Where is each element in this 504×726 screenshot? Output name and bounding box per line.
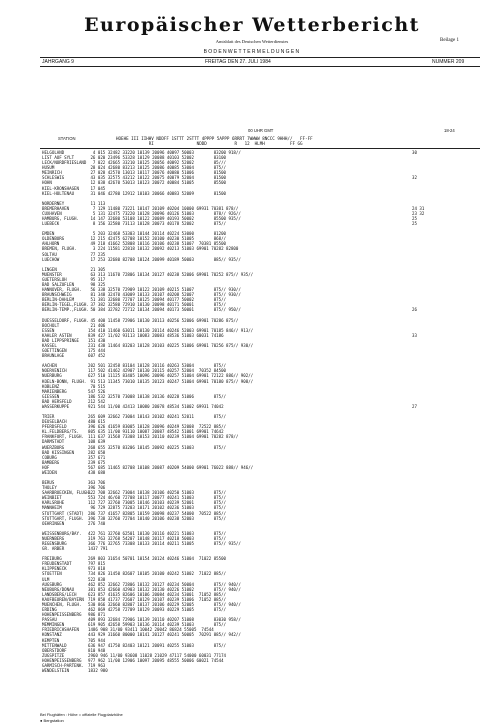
observation-values: 175 444 xyxy=(88,348,106,354)
observation-values: 286 737 41657 82805 10159 20098 40237 54000 70522 885// xyxy=(88,510,227,516)
station-name: STUTTGART (STADT) xyxy=(42,510,84,516)
station-name: WEISSENBURG/BAY. xyxy=(42,530,82,536)
station-name: ULM xyxy=(42,576,50,582)
observation-values: 805 635 11/00 93110 10087 20087 48542 51001 69901 74642 xyxy=(88,429,224,435)
station-name: NEUBURG/DONAU xyxy=(42,586,75,592)
station-name: FREUDENSTADT xyxy=(42,561,72,567)
table-row xyxy=(42,404,482,409)
table-row xyxy=(42,257,482,262)
station-name: BAD KISSINGEN xyxy=(42,449,75,455)
observation-values: 12 215 42475 62708 10152 20100 40230 51005 868// xyxy=(88,236,227,242)
observation-values: 202 501 32458 83104 10128 20116 40263 53004 875// xyxy=(88,363,227,369)
observation-values: 3 224 11581 22818 10132 20092 40213 51003 69901 70282 82800 xyxy=(88,246,239,252)
observation-values: 28 024 42680 83213 10125 20086 40085 53004 875// xyxy=(88,165,227,171)
observation-values: 276 740 xyxy=(88,520,106,526)
volume-label: JAHRGANG 9 xyxy=(42,59,74,65)
observation-values: 810 948 xyxy=(88,647,106,653)
footnote-airports: Bei Flughäfen : Höhe = offizielle Flugplatzhöhe xyxy=(40,712,123,717)
station-name: KAHLER ASTEN xyxy=(42,332,72,338)
observation-values: 977 962 11/00 12906 10097 20095 48555 50006 60021 74544 xyxy=(88,657,224,663)
station-name: LECK/NORDFRIESLAND xyxy=(42,160,87,166)
observation-values: 734 826 31450 82607 10105 20100 40242 51002 71022 885// xyxy=(88,571,227,577)
observation-time: 00 UHR GMT xyxy=(248,128,274,133)
observation-values: 239 675 xyxy=(88,459,106,465)
page-title: Europäischer Wetterbericht xyxy=(84,14,420,36)
observation-values: 112 727 32760 73005 10146 20103 40239 52001 875// xyxy=(88,500,227,506)
station-name: BERLIN-DAHLEM xyxy=(42,297,75,303)
station-name: HUSUM xyxy=(42,165,55,171)
station-name: BERLIN-TEMP.,FLUGH. xyxy=(42,307,89,313)
wind-gust-values: 33 xyxy=(412,332,417,338)
station-name: SOLTAU xyxy=(42,251,57,257)
station-name: KOBLENZ xyxy=(42,383,60,389)
page-subtitle: Amtsblatt des Deutschen Wetterdienstes xyxy=(215,39,289,44)
observation-values: 17 253 32680 82708 10124 20099 40189 50003 885// 935// xyxy=(88,256,241,262)
table-row xyxy=(42,221,482,226)
supplement-label: Beilage 1 xyxy=(440,38,460,43)
observation-values: 282 658 xyxy=(88,449,106,455)
station-name: ERDING xyxy=(42,607,57,613)
observation-values: 4 015 32482 33220 10139 20096 40097 50003 83200 918// xyxy=(88,150,241,155)
observation-values: 839 427 11/02 93113 10083 20083 48536 51003 60031 74186 xyxy=(88,332,224,338)
station-name: HOHENPEISSENBERG xyxy=(42,657,82,663)
observation-values: 95 317 xyxy=(88,276,106,282)
observation-values: 522 838 xyxy=(88,576,106,582)
station-name: PASSAU xyxy=(42,617,57,623)
station-name: BOCHOLT xyxy=(42,322,60,328)
station-name: BAD SALZUFLEN xyxy=(42,282,75,288)
observation-values: 462 869 42758 72709 10129 20093 40229 51005 875// xyxy=(88,607,227,613)
station-name: GUETERSLOH xyxy=(42,276,67,282)
station-name: HANNOVER, FLUGH. xyxy=(42,287,82,293)
column-headers: HOEHE III IIHHV NDDFF 1STTT 2STTT 4PPPP 5APPP 6RRRT 7WWWW 8NCCC 9HHH// FF-FF xyxy=(116,136,313,141)
station-name: HOF xyxy=(42,464,50,470)
observation-values: 151 430 xyxy=(88,337,106,343)
station-name: KL.FELDBERG/TS. xyxy=(42,429,79,435)
observation-values: 547 526 xyxy=(88,388,106,394)
observation-values: 45 400 11458 72906 10130 20113 40256 52006 69901 70286 875// xyxy=(88,317,239,323)
observation-values: 619 905 42658 59903 10136 20114 40239 51003 875// xyxy=(88,622,227,628)
station-name: AUGSBURG xyxy=(42,581,62,587)
station-name: FRANKFURT, FLUGH. xyxy=(42,434,84,440)
observation-values: 37 382 32580 72910 10130 20098 40171 50001 875// xyxy=(88,302,227,308)
observation-values: 26 020 23496 53328 10129 20088 40103 52002 83100 xyxy=(88,155,227,161)
footnote-mountain-station: ● Bergstation xyxy=(40,718,64,723)
station-name: LUEBECK xyxy=(42,221,60,227)
station-name: MANNHEIM xyxy=(42,505,62,511)
observation-values: 17 045 xyxy=(88,185,106,191)
observation-values: 56 338 32570 72909 10122 20109 40215 51007 875// 930// xyxy=(88,287,241,293)
station-name: MARIENBERG xyxy=(42,388,67,394)
wind-gust-values: 25 xyxy=(412,216,417,222)
observation-values: 396 738 32760 72704 10140 20106 40238 52003 875// xyxy=(88,515,227,521)
observation-values: 627 510 11125 83405 10096 20096 40257 51004 69901 72122 886// 902// xyxy=(88,373,254,379)
observation-values: 705 944 xyxy=(88,637,106,643)
station-name: REGENSBURG xyxy=(42,541,67,547)
station-name: HAMBURG, FLUGH. xyxy=(42,216,79,222)
station-name: LANDSBERG/LECH xyxy=(42,591,77,597)
observation-values: 5 131 32475 73220 10128 20096 40126 51003 878// 926// xyxy=(88,210,241,216)
observation-values: 409 893 32684 72906 10139 20110 40207 51008 83030 958// xyxy=(88,617,241,623)
station-name: MITTENWALD xyxy=(42,642,67,648)
observation-values: 1486 908 31/00 93411 10042 20042 86824 55005 74544 xyxy=(88,627,214,633)
observation-values: 5 203 32468 53303 10144 20114 40224 53000 81200 xyxy=(88,231,227,237)
observation-values: 607 452 xyxy=(88,353,106,359)
observation-values: 268 655 32570 83206 10145 20092 40225 51003 875// xyxy=(88,444,227,450)
observation-values: 77 235 xyxy=(88,251,106,257)
column-subheaders: RI NDDD R 12 HLMH FF GG xyxy=(116,141,303,146)
observation-values: 96 729 32875 73203 10171 20102 40236 51003 875// xyxy=(88,505,227,511)
station-name: BRAUNLAGE xyxy=(42,353,65,359)
observation-values: 14 147 32680 53108 10122 20089 40193 50002 85500 935// xyxy=(88,216,241,222)
station-name: LUECHOW xyxy=(42,256,60,262)
observation-values: 422 761 32760 62501 10130 20116 40221 51003 875// xyxy=(88,530,227,536)
observation-values: 7 129 11480 73221 10147 20109 40204 10000 69931 70381 878// xyxy=(88,205,239,211)
station-name: KOELN-BONN, FLUGH. xyxy=(42,378,87,384)
wind-gust-values: 30 xyxy=(412,150,417,155)
table-row xyxy=(42,307,482,312)
observation-values: 553 724 46/60 72708 10117 20077 40241 51003 875// xyxy=(88,495,227,501)
observation-values: 986 871 xyxy=(88,612,106,618)
station-name: STOETTEN xyxy=(42,571,62,577)
observation-values: 21 305 xyxy=(88,266,106,272)
observation-values: 91 513 11345 73010 10135 20123 40247 51004 69901 70180 875// 908// xyxy=(88,378,254,384)
station-name: FRIEDRICHSHAFEN xyxy=(42,627,79,633)
station-name: KARLSRUHE xyxy=(42,500,65,506)
observation-values: 797 815 xyxy=(88,561,106,567)
station-name: OLDENBURG xyxy=(42,236,65,242)
station-name: NUERNBERG xyxy=(42,535,65,541)
station-name: GARMISCH-PARTENK. xyxy=(42,662,84,668)
observation-values: 81 348 32470 43009 10133 20107 40208 52007 875// 930// xyxy=(88,292,241,298)
observation-values: 98 325 xyxy=(88,282,106,288)
observation-values: 381 853 42660 42903 10132 20130 40226 51002 875// 940// xyxy=(88,586,241,592)
observation-values: 363 706 xyxy=(88,480,106,486)
period-label: 18-24 xyxy=(444,128,455,133)
station-name: ESSEN xyxy=(42,327,55,333)
observation-values: 2960 946 11/00 93608 11028 21029 47117 54000 60031 77174 xyxy=(88,652,227,658)
station-name: NORDERNEY xyxy=(42,200,65,206)
observation-values: 366 776 32765 73308 10133 20114 40211 51005 875// 935// xyxy=(88,541,241,547)
observation-values: 636 947 41750 82403 10121 20091 40255 51003 875// xyxy=(88,642,227,648)
observation-values: 8 156 32580 73113 10128 20073 40178 52002 875// xyxy=(88,221,227,227)
observation-values: 63 313 11670 72806 10134 20127 40238 52006 69901 70252 875// 935// xyxy=(88,271,254,277)
station-name: OBERSTDORF xyxy=(42,647,67,653)
observation-values: 357 671 xyxy=(88,454,106,460)
station-name: HELGOLAND xyxy=(42,150,65,155)
observation-values: 443 929 31660 80000 10141 20127 40241 50005 70291 885// 942// xyxy=(88,632,241,638)
observation-values: 265 609 32662 73004 10143 20102 40241 52011 875// xyxy=(88,414,227,420)
observation-values: 719 858 41737 72607 10129 20107 40239 51006 71052 885// xyxy=(88,596,227,602)
observation-values: 31 046 42780 12912 10103 20066 40083 52009 81500 xyxy=(88,190,227,196)
station-name: BERUS xyxy=(42,480,55,486)
observation-values: 50 384 32782 72712 10134 20094 40173 50001 875// 950// xyxy=(88,307,241,313)
observation-values: 43 035 32575 43212 10122 20075 40079 52004 81500 xyxy=(88,175,227,181)
observation-values: 530 866 32660 82807 10137 20106 40229 52005 875// 940// xyxy=(88,601,241,607)
station-name: LINGEN xyxy=(42,266,57,272)
observation-values: 108 639 xyxy=(88,439,106,445)
station-name: KIEL-KRONSHAGEN xyxy=(42,185,79,191)
wind-gust-values: 32 xyxy=(412,175,417,181)
station-name: DUESSELDORF, FLUGH. xyxy=(42,317,89,323)
station-name: AACHEN xyxy=(42,363,57,369)
observation-values: 231 438 11464 83203 10128 20103 40225 51006 69901 70256 875// 930// xyxy=(88,342,254,348)
observation-values: 396 626 41659 83005 10128 20096 40249 52008 72522 885// xyxy=(88,424,227,430)
station-name: BAMBERG xyxy=(42,459,60,465)
station-name: ZUGSPITZE xyxy=(42,652,65,658)
observation-values: 51 381 32680 72707 10125 20094 40177 50002 875// xyxy=(88,297,227,303)
station-name: KEMPTEN xyxy=(42,637,60,643)
wind-gust-values: 25 xyxy=(412,221,417,227)
station-name: PFERDSFELD xyxy=(42,424,67,430)
station-name: NOERVENICH xyxy=(42,368,67,374)
station-name: WEINBIET xyxy=(42,495,62,501)
station-table xyxy=(42,150,482,673)
station-name: BREMERHAVEN xyxy=(42,205,70,211)
observation-values: 973 818 xyxy=(88,566,106,572)
table-row xyxy=(42,353,482,358)
wind-gust-values: 24 31 xyxy=(412,205,425,211)
station-name: GR. ARBER xyxy=(42,546,65,552)
station-name: KIEL-HOLTENAU xyxy=(42,190,75,196)
observation-values: 1437 791 xyxy=(88,546,108,552)
station-name: SCHLESWIG xyxy=(42,175,65,181)
observation-values: 480 615 xyxy=(88,419,106,425)
observation-values: 12 038 42670 53013 10123 20072 40084 51005 85500 xyxy=(88,180,227,186)
table-row xyxy=(42,521,482,526)
station-name: KLIPPENECK xyxy=(42,566,67,572)
station-name: LIST AUF SYLT xyxy=(42,155,75,161)
observation-values: 11 113 xyxy=(88,200,106,206)
observation-values: 322 708 32662 73004 10138 20106 40250 51003 875// xyxy=(88,490,227,496)
station-name: FREIBURG xyxy=(42,556,62,562)
observation-values: 70 515 xyxy=(88,383,106,389)
observation-values: 623 857 41635 82606 10106 20084 40234 53001 71052 885// xyxy=(88,591,227,597)
issue-number: NUMMER 209 xyxy=(432,59,465,65)
observation-values: 921 544 11/00 42413 10080 20078 48534 51002 69931 74042 xyxy=(88,403,224,409)
wind-gust-values: 26 xyxy=(412,307,417,313)
wind-gust-values: 27 xyxy=(412,403,417,409)
station-name: NUERBURG xyxy=(42,373,62,379)
observation-values: 567 685 11465 82708 10108 20087 40209 54000 69901 76022 888// 946// xyxy=(88,464,254,470)
station-name: WENDELSTEIN xyxy=(42,667,70,673)
station-name: WASSERKUPPE xyxy=(42,403,70,409)
observation-values: 27 028 42570 13013 10117 20076 40080 51006 81500 xyxy=(88,170,227,176)
station-name: THOLEY xyxy=(42,485,57,491)
station-name: EMDEN xyxy=(42,231,55,237)
table-row xyxy=(42,546,482,551)
station-name: AHLHORN xyxy=(42,241,60,247)
station-name: KAUFBEUREN/BAYERN xyxy=(42,596,84,602)
table-row xyxy=(42,668,482,673)
station-name: WEIDEN xyxy=(42,469,57,475)
station-name: BAD HERSFELD xyxy=(42,398,72,404)
observation-values: 462 852 32662 72806 10132 20127 40234 50004 875// 940// xyxy=(88,581,241,587)
station-name: HOHN xyxy=(42,180,52,186)
wind-gust-values: 23 32 xyxy=(412,210,425,216)
station-name: TRIER xyxy=(42,414,55,420)
station-name: KASSEL xyxy=(42,342,57,348)
observation-values: 438 688 xyxy=(88,469,106,475)
observation-values: 1832 980 xyxy=(88,667,108,673)
station-name: MUENCHEN, FLUGH. xyxy=(42,601,82,607)
station-name: WUERZBURG xyxy=(42,444,65,450)
station-name: BREMEN, FLUGH. xyxy=(42,246,77,252)
divider-ref xyxy=(40,66,480,67)
observation-values: 117 502 41462 42907 10130 20115 40257 52004 70352 84500 xyxy=(88,368,227,374)
observation-values: 212 542 xyxy=(88,398,106,404)
table-row xyxy=(42,470,482,475)
table-row xyxy=(42,191,482,196)
station-name: HOHENPEISSENBERG xyxy=(42,612,82,618)
station-name: OEHRINGEN xyxy=(42,520,65,526)
observation-values: 49 218 41662 52808 10116 20106 40238 51007 70381 85500 xyxy=(88,241,227,247)
observation-values: 719 963 xyxy=(88,662,106,668)
station-name: KONSTANZ xyxy=(42,632,62,638)
station-name: BRAUNSCHWEIG xyxy=(42,292,72,298)
station-name: STUTTGART, FLUGH. xyxy=(42,515,84,521)
observation-values: 111 637 31568 73308 10153 20110 40239 51004 69901 70282 878// xyxy=(88,434,239,440)
station-name: MEINRICH xyxy=(42,170,62,176)
observation-values: 269 803 31654 50701 10154 20124 40246 51004 71022 85500 xyxy=(88,556,227,562)
station-name: GOETTINGEN xyxy=(42,348,67,354)
station-name: GIESSEN xyxy=(42,393,60,399)
station-header: STATION xyxy=(58,136,76,141)
divider-header xyxy=(40,148,480,149)
observation-values: 396 706 xyxy=(88,485,106,491)
issue-date: FREITAG DEN 27. JULI 1984 xyxy=(205,59,271,65)
observation-values: 319 763 32768 54207 10148 20117 40218 50003 875// xyxy=(88,535,227,541)
observation-values: 186 532 32570 73008 10138 20136 40228 51006 875// xyxy=(88,393,227,399)
divider-top xyxy=(40,57,480,58)
station-name: CUXHAVEN xyxy=(42,210,62,216)
station-name: MUENSTER xyxy=(42,271,62,277)
observation-values: 21 406 xyxy=(88,322,106,328)
observation-values: 154 410 11460 63011 10130 20114 40246 52003 69901 70185 846// 913// xyxy=(88,327,254,333)
observation-values: 7 022 42665 33210 10125 20056 40092 52002 85/// xyxy=(88,160,227,166)
station-name: BAD LIPPSPRINGE xyxy=(42,337,79,343)
station-name: MEMMINGEN xyxy=(42,622,65,628)
station-name: DEUSELBACH xyxy=(42,419,67,425)
station-name: COBURG xyxy=(42,454,57,460)
station-name: SAARBRUECKEN, FLUGH. xyxy=(42,490,92,496)
station-name: BERLIN-TEGEL,FLUGH. xyxy=(42,302,89,308)
section-title: BODENWETTERMELDUNGEN xyxy=(203,49,301,55)
station-name: DARMSTADT xyxy=(42,439,65,445)
